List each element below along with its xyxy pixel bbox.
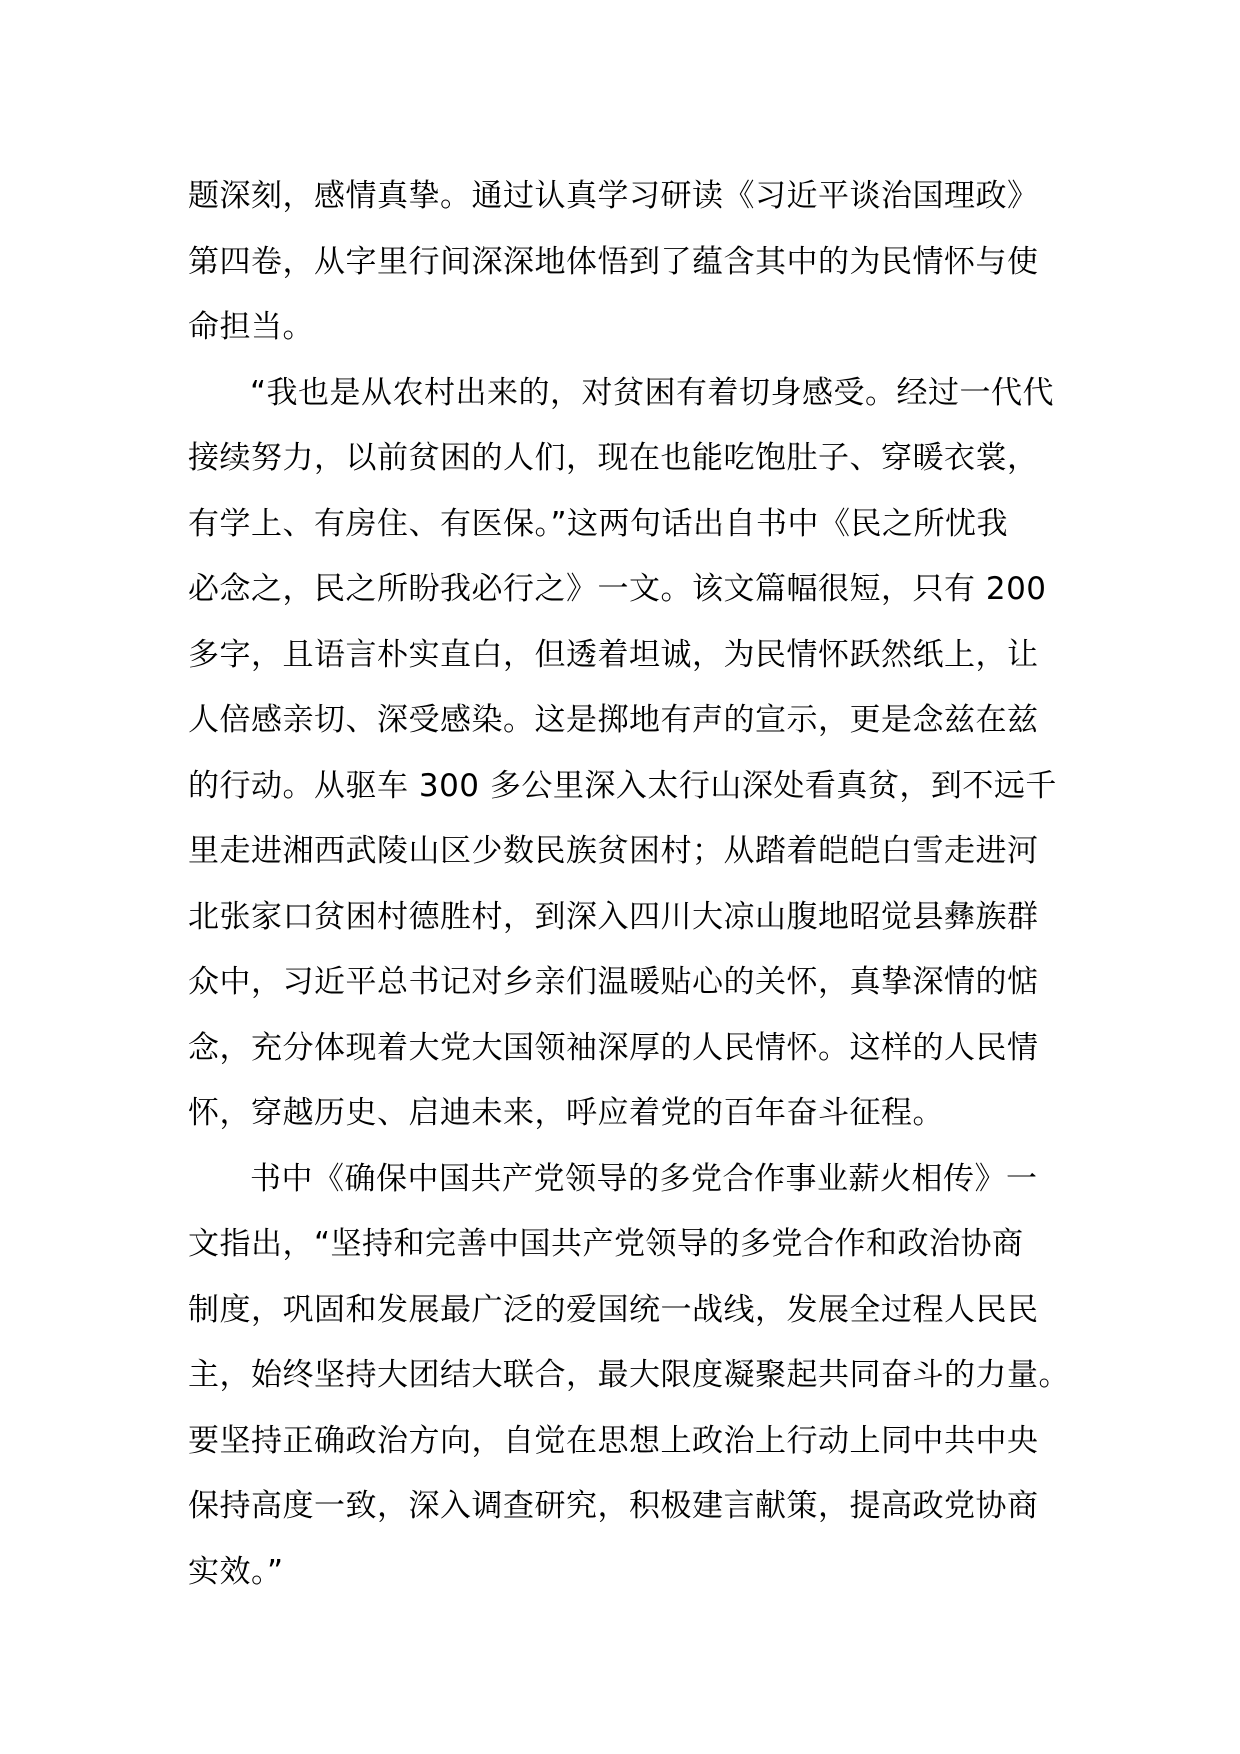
paragraph-first-line: 书中《确保中国共产党领导的多党合作事业薪火相传》一 (250, 1160, 1038, 1197)
text-line: 的行动。从驱车 300 多公里深入太行山深处看真贫，到不远千 (188, 767, 1057, 804)
text-line: 念，充分体现着大党大国领袖深厚的人民情怀。这样的人民情 (188, 1029, 1039, 1066)
text-line: 文指出，“坚持和完善中国共产党领导的多党合作和政治协商 (188, 1226, 1024, 1262)
text-line: 保持高度一致，深入调查研究，积极建言献策，提高政党协商 (188, 1488, 1039, 1524)
text-line: 多字，且语言朴实直白，但透着坦诚，为民情怀跃然纸上，让 (188, 636, 1039, 673)
text-line: 北张家口贫困村德胜村，到深入四川大凉山腹地昭觉县彝族群 (188, 898, 1039, 935)
text-line: 实效。” (188, 1553, 284, 1590)
text-line: 必念之，民之所盼我必行之》一文。该文篇幅很短，只有 200 (188, 571, 1047, 607)
text-line: 里走进湘西武陵山区少数民族贫困村；从踏着皑皑白雪走进河 (188, 833, 1039, 869)
text-line: 怀，穿越历史、启迪未来，呼应着党的百年奋斗征程。 (188, 1095, 944, 1131)
body-text (188, 164, 1068, 1605)
text-line: 人倍感亲切、深受感染。这是掷地有声的宣示，更是念兹在兹 (188, 702, 1039, 738)
text-line: 众中，习近平总书记对乡亲们温暖贴心的关怀，真挚深情的惦 (188, 964, 1039, 1000)
text-line: 主，始终坚持大团结大联合，最大限度凝聚起共同奋斗的力量。 (188, 1357, 1070, 1393)
text-line: 制度，巩固和发展最广泛的爱国统一战线，发展全过程人民民 (188, 1291, 1039, 1328)
text-line: 要坚持正确政治方向，自觉在思想上政治上行动上同中共中央 (188, 1422, 1039, 1459)
paragraph-first-line: “我也是从农村出来的，对贫困有着切身感受。经过一代代 (250, 374, 1055, 411)
text-line: 第四卷，从字里行间深深地体悟到了蕴含其中的为民情怀与使 (188, 243, 1039, 280)
text-line: 接续努力，以前贫困的人们，现在也能吃饱肚子、穿暖衣裳， (188, 440, 1039, 476)
text-line: 有学上、有房住、有医保。”这两句话出自书中《民之所忧我 (188, 505, 1009, 542)
text-line: 命担当。 (188, 309, 314, 345)
text-line: 题深刻，感情真挚。通过认真学习研读《习近平谈治国理政》 (188, 178, 1039, 214)
